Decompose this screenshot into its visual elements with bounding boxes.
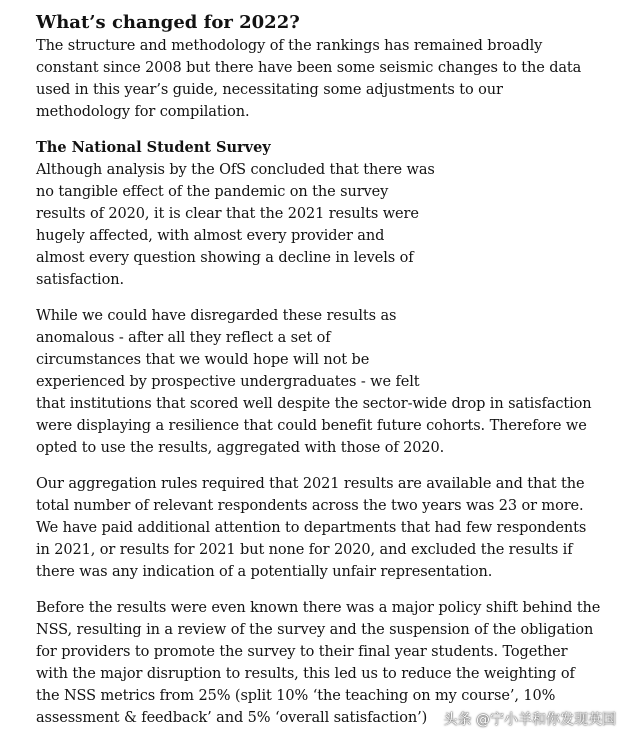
text-line: used in this year’s guide, necessitating some adjustments to our: [36, 82, 503, 98]
text-line: in 2021, or results for 2021 but none for 2020, and excluded the results if: [36, 542, 573, 558]
text-line: were displaying a resilience that could benefit future cohorts. Therefore we: [36, 418, 587, 434]
text-line: Before the results were even known there was a major policy shift behind the: [36, 600, 601, 616]
text-line: for providers to promote the survey to their final year students. Together: [36, 644, 568, 660]
text-line: with the major disruption to results, this led us to reduce the weighting of: [36, 666, 575, 682]
text-line: assessment & feedback’ and 5% ‘overall satisfaction’): [36, 710, 428, 726]
text-line: the NSS metrics from 25% (split 10% ‘the teaching on my course’, 10%: [36, 688, 556, 704]
text-line: results of 2020, it is clear that the 2021 results were: [36, 206, 419, 222]
text-line: total number of relevant respondents across the two years was 23 or more.: [36, 498, 584, 514]
text-line: no tangible effect of the pandemic on the survey: [36, 184, 389, 200]
text-line: opted to use the results, aggregated with those of 2020.: [36, 440, 445, 456]
text-line: circumstances that we would hope will not be: [36, 352, 370, 368]
text-line: almost every question showing a decline in levels of: [36, 250, 414, 266]
text-line: Our aggregation rules required that 2021 results are available and that the: [36, 476, 585, 492]
section-heading: What’s changed for 2022?: [36, 12, 300, 33]
article-body: [36, 12, 616, 743]
nss-paragraph-2: [36, 305, 616, 459]
text-line: satisfaction.: [36, 272, 124, 288]
text-line: The structure and methodology of the rankings has remained broadly: [36, 38, 543, 54]
text-line: Although analysis by the OfS concluded that there was: [36, 162, 435, 178]
nss-paragraph-1: [36, 159, 616, 291]
nss-paragraph-3: [36, 473, 616, 583]
text-line: hugely affected, with almost every provider and: [36, 228, 385, 244]
text-line: anomalous - after all they reflect a set of: [36, 330, 331, 346]
text-line: NSS, resulting in a review of the survey and the suspension of the obligation: [36, 622, 594, 638]
text-line: While we could have disregarded these results as: [36, 308, 397, 324]
text-line: methodology for compilation.: [36, 104, 250, 120]
intro-paragraph: [36, 35, 616, 123]
source-watermark: 头条 @宁小羊和你发现英国: [443, 712, 616, 728]
text-line: there was any indication of a potentially unfair representation.: [36, 564, 493, 580]
text-line: that institutions that scored well despite the sector-wide drop in satisfaction: [36, 396, 592, 412]
text-line: constant since 2008 but there have been some seismic changes to the data: [36, 60, 582, 76]
text-line: experienced by prospective undergraduates - we felt: [36, 374, 420, 390]
nss-subheading: The National Student Survey: [36, 139, 271, 156]
text-line: We have paid additional attention to departments that had few respondents: [36, 520, 587, 536]
